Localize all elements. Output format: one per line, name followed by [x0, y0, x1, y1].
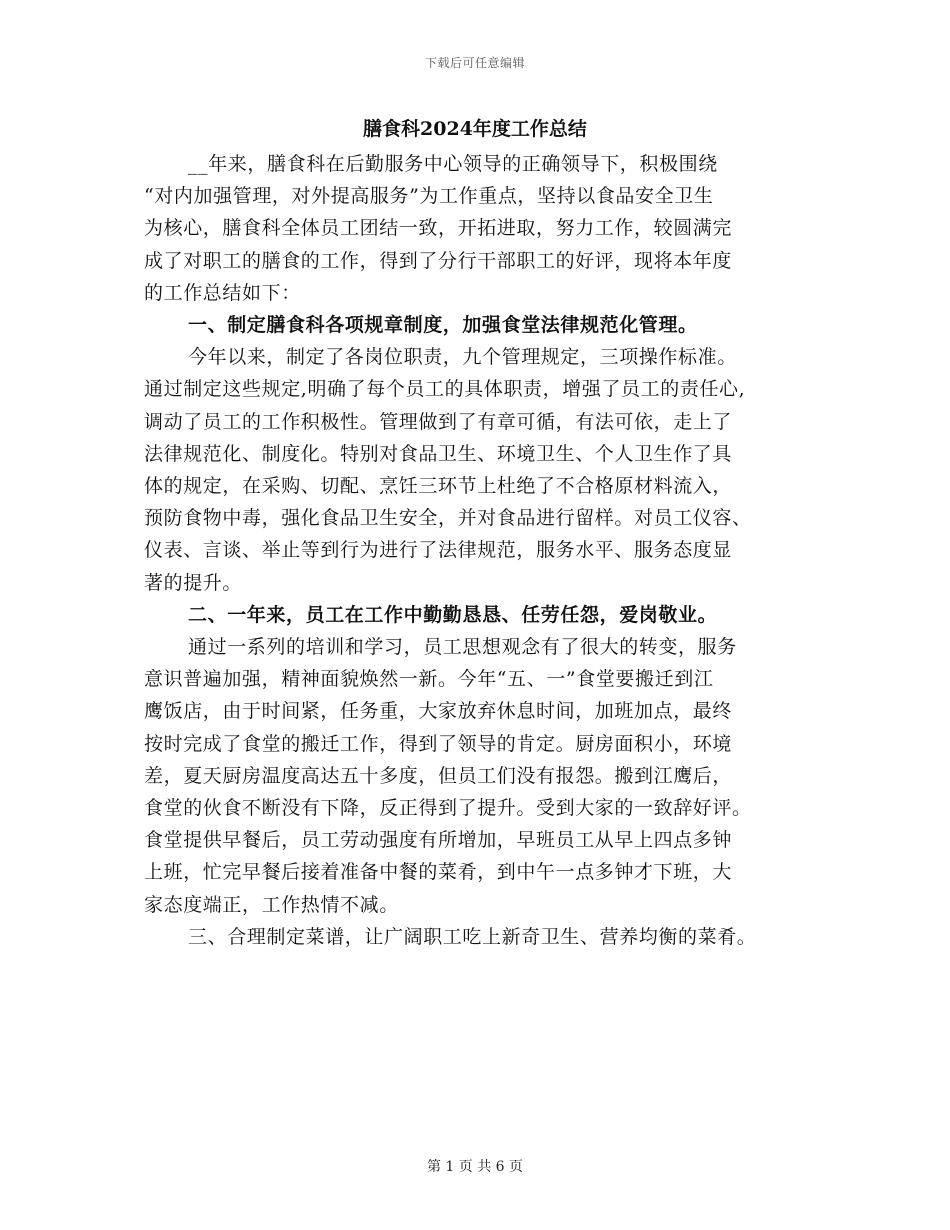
section-1-line: 著的提升。: [144, 571, 243, 594]
section-1-line: 今年以来，制定了各岗位职责，九个管理规定，三项操作标准。: [188, 346, 737, 369]
paragraph-intro-line: __年来，膳食科在后勤服务中心领导的正确领导下，积极围绕: [188, 153, 718, 175]
section-1-line: 仪表、言谈、举止等到行为进行了法律规范，服务水平、服务态度显: [144, 539, 733, 562]
section-2-line: 食堂提供早餐后，员工劳动强度有所增加，早班员工从早上四点多钟: [144, 829, 733, 852]
document-body: [144, 148, 816, 953]
document-title: 膳食科2024年度工作总结: [363, 118, 587, 140]
section-2-line: 按时完成了食堂的搬迁工作，得到了领导的肯定。厨房面积小，环境: [144, 732, 733, 755]
page-footer: 第 1 页 共 6 页: [426, 1159, 524, 1175]
section-heading-3: 三、合理制定菜谱，让广阔职工吃上新奇卫生、营养均衡的菜肴。: [188, 925, 757, 948]
section-2-line: 食堂的伙食不断没有下降，反正得到了提升。受到大家的一致辞好评。: [144, 797, 752, 820]
section-1-line: 法律规范化、制度化。特别对食品卫生、环境卫生、个人卫生作了具: [144, 442, 733, 465]
paragraph-intro-line: 的工作总结如下：: [144, 281, 301, 304]
section-2-line: 家态度端正，工作热情不减。: [144, 893, 399, 916]
section-heading-1: 一、制定膳食科各项规章制度，加强食堂法律规范化管理。: [188, 314, 698, 337]
section-1-line: 预防食物中毒，强化食品卫生安全，并对食品进行留样。对员工仪容、: [144, 507, 752, 530]
section-heading-2: 二、一年来，员工在工作中勤勤恳恳、任劳任怨，爱岗敬业。: [188, 603, 718, 626]
section-2-line: 意识普遍加强，精神面貌焕然一新。今年“五、一”食堂要搬迁到江: [144, 668, 714, 691]
section-2-line: 鹰饭店，由于时间紧，任务重，大家放弃休息时间，加班加点，最终: [144, 700, 733, 723]
section-1-line: 体的规定，在采购、切配、烹饪三环节上杜绝了不合格原材料流入，: [144, 475, 733, 498]
section-2-line: 上班，忙完早餐后接着准备中餐的菜肴，到中午一点多钟才下班，大: [144, 861, 733, 884]
paragraph-intro-line: 成了对职工的膳食的工作，得到了分行干部职工的好评，现将本年度: [144, 249, 733, 272]
paragraph-intro-line: 为核心，膳食科全体员工团结一致，开拓进取，努力工作，较圆满完: [144, 217, 733, 240]
section-1-line: 调动了员工的工作积极性。管理做到了有章可循，有法可依，走上了: [144, 410, 733, 433]
section-2-line: 差，夏天厨房温度高达五十多度，但员工们没有报怨。搬到江鹰后，: [144, 764, 733, 787]
section-1-line: 通过制定这些规定,明确了每个员工的具体职责，增强了员工的责任心,: [144, 378, 746, 401]
paragraph-intro-line: “对内加强管理，对外提高服务”为工作重点，坚持以食品安全卫生: [144, 185, 714, 208]
section-2-line: 通过一系列的培训和学习，员工思想观念有了很大的转变，服务: [188, 636, 737, 659]
header-note: 下载后可任意编辑: [424, 56, 525, 70]
